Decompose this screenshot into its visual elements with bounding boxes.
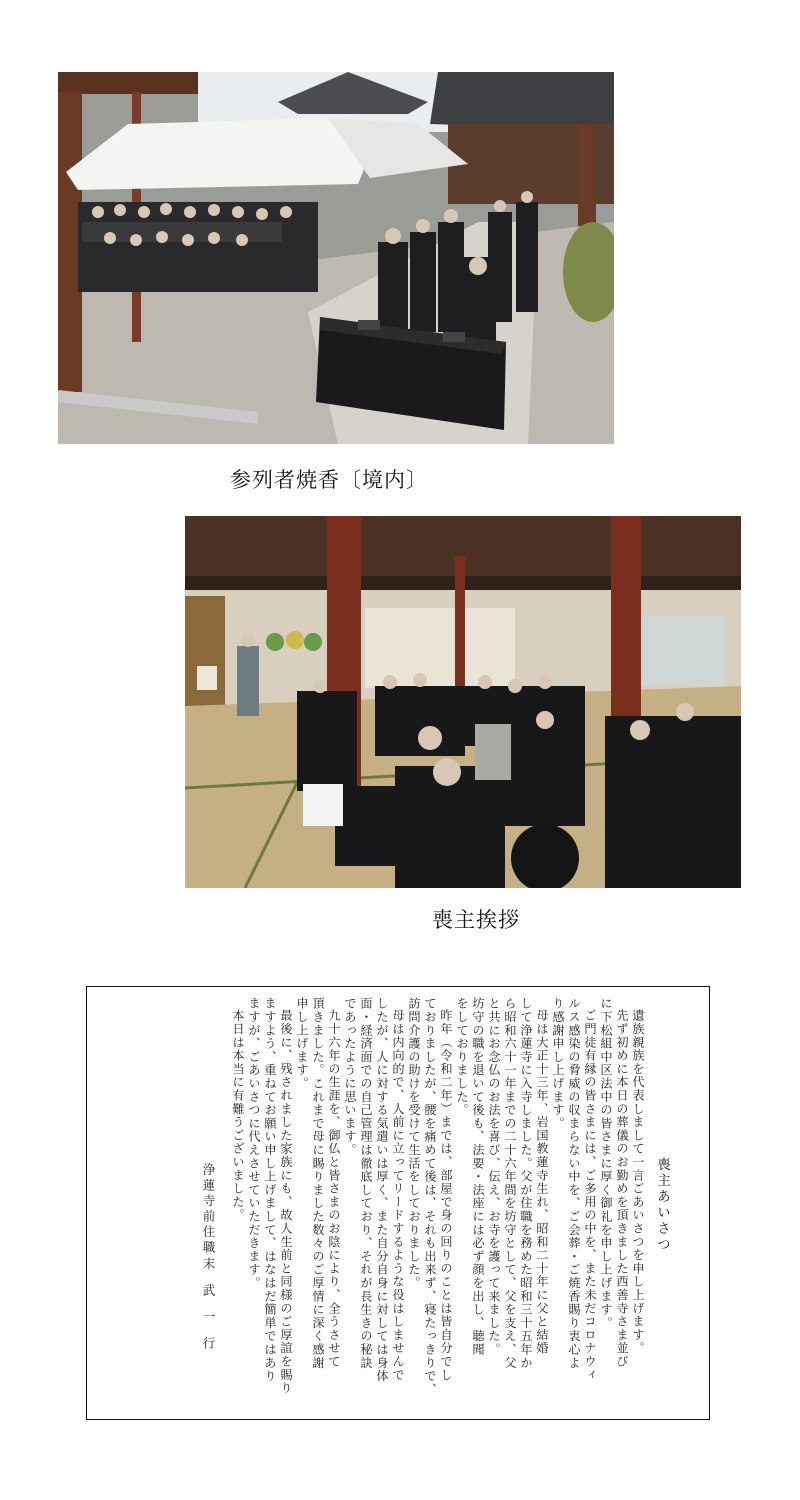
address-line: ら昭和六十一年までの二十六年間を坊守として、父を支え、父 <box>503 997 517 1370</box>
address-line: と共にお念仏のお法を喜び、伝え、お寺を護って来ました。 <box>487 997 501 1357</box>
indoor-ceremony-photo <box>185 516 741 888</box>
address-line: 申し上げます。 <box>295 997 309 1091</box>
address-line: 最後に、残されました家族にも、故人生前と同様のご厚誼を賜り <box>279 1009 293 1395</box>
address-line: であったように思います。 <box>343 997 357 1157</box>
address-line: 昨年（令和二年）までは、部屋で身の回りのことは皆自分でし <box>439 1009 453 1382</box>
photo-caption: 喪主挨拶 <box>432 908 520 932</box>
signature-title: 浄蓮寺前住職 <box>201 1163 216 1256</box>
address-line: 九十六年の生涯を、御仏と皆さまのお陰により、全うさせて <box>327 1009 341 1369</box>
chief-mourner-address <box>86 986 710 1420</box>
address-title: 喪主あいさつ <box>654 1157 670 1253</box>
address-line: に下松組中区法中の皆さまに厚く御礼を申し上げます。 <box>599 997 613 1330</box>
address-line: したが、人に対する気遣いは厚く、また自分自身に対しては身体 <box>375 997 389 1383</box>
address-line: 坊守の職を退いて後も、法要・法座には必ず顔を出し、聴聞 <box>471 997 485 1357</box>
outdoor-ceremony-photo <box>58 72 614 444</box>
address-line: ますが、ごあいさつに代えさせていただきます。 <box>247 997 261 1290</box>
address-line: 遺族親族を代表しまして一言ごあいさつを申し上げます。 <box>631 1009 645 1355</box>
photo-caption: 参列者焼香〔境内〕 <box>230 468 428 492</box>
address-line: 頂きました。これまで母に賜りました数々のご厚情に深く感謝 <box>311 997 325 1370</box>
outdoor-incense-ceremony-photo <box>58 72 614 444</box>
address-line: ルス感染の脅威の収まらない中を、ご会葬・ご焼香賜り衷心よ <box>567 997 581 1370</box>
address-line: をしておりました。 <box>455 997 469 1117</box>
address-line: 本日は本当に有難うございました。 <box>231 1009 245 1222</box>
address-line: 訪問介護の助けを受けて生活をしておりました。 <box>407 997 421 1290</box>
address-line: 先ず初めに本日の葬儀のお勤めを頂きました西善寺さま並び <box>615 1009 629 1369</box>
address-line: 面・経済面での自己管理は徹底しており、それが長生きの秘訣 <box>359 997 373 1370</box>
address-line: して浄蓮寺に入寺しました。父が住職を務めた昭和三十五年か <box>519 997 533 1370</box>
signature-name: 末武一行 <box>201 1257 216 1363</box>
address-line: り感謝申し上げます。 <box>551 997 565 1130</box>
address-line: 母は内向的で、人前に立ってリードするような役はしませんで <box>391 1009 405 1382</box>
address-line: ますよう、重ねてお願い申し上げまして、はなはだ簡単ではあり <box>263 997 277 1383</box>
address-line: 母は大正十三年、岩国教蓮寺生れ、昭和二十年に父と結婚 <box>535 1009 549 1355</box>
temple-hall-ceremony-photo <box>185 516 741 888</box>
address-line: ておりましたが、腰を痛めて後は、それも出来ず、寝たっきりで、 <box>423 997 437 1396</box>
address-line: ご門徒有縁の皆さまには、ご多用の中を、また未だコロナウィ <box>583 1009 597 1382</box>
